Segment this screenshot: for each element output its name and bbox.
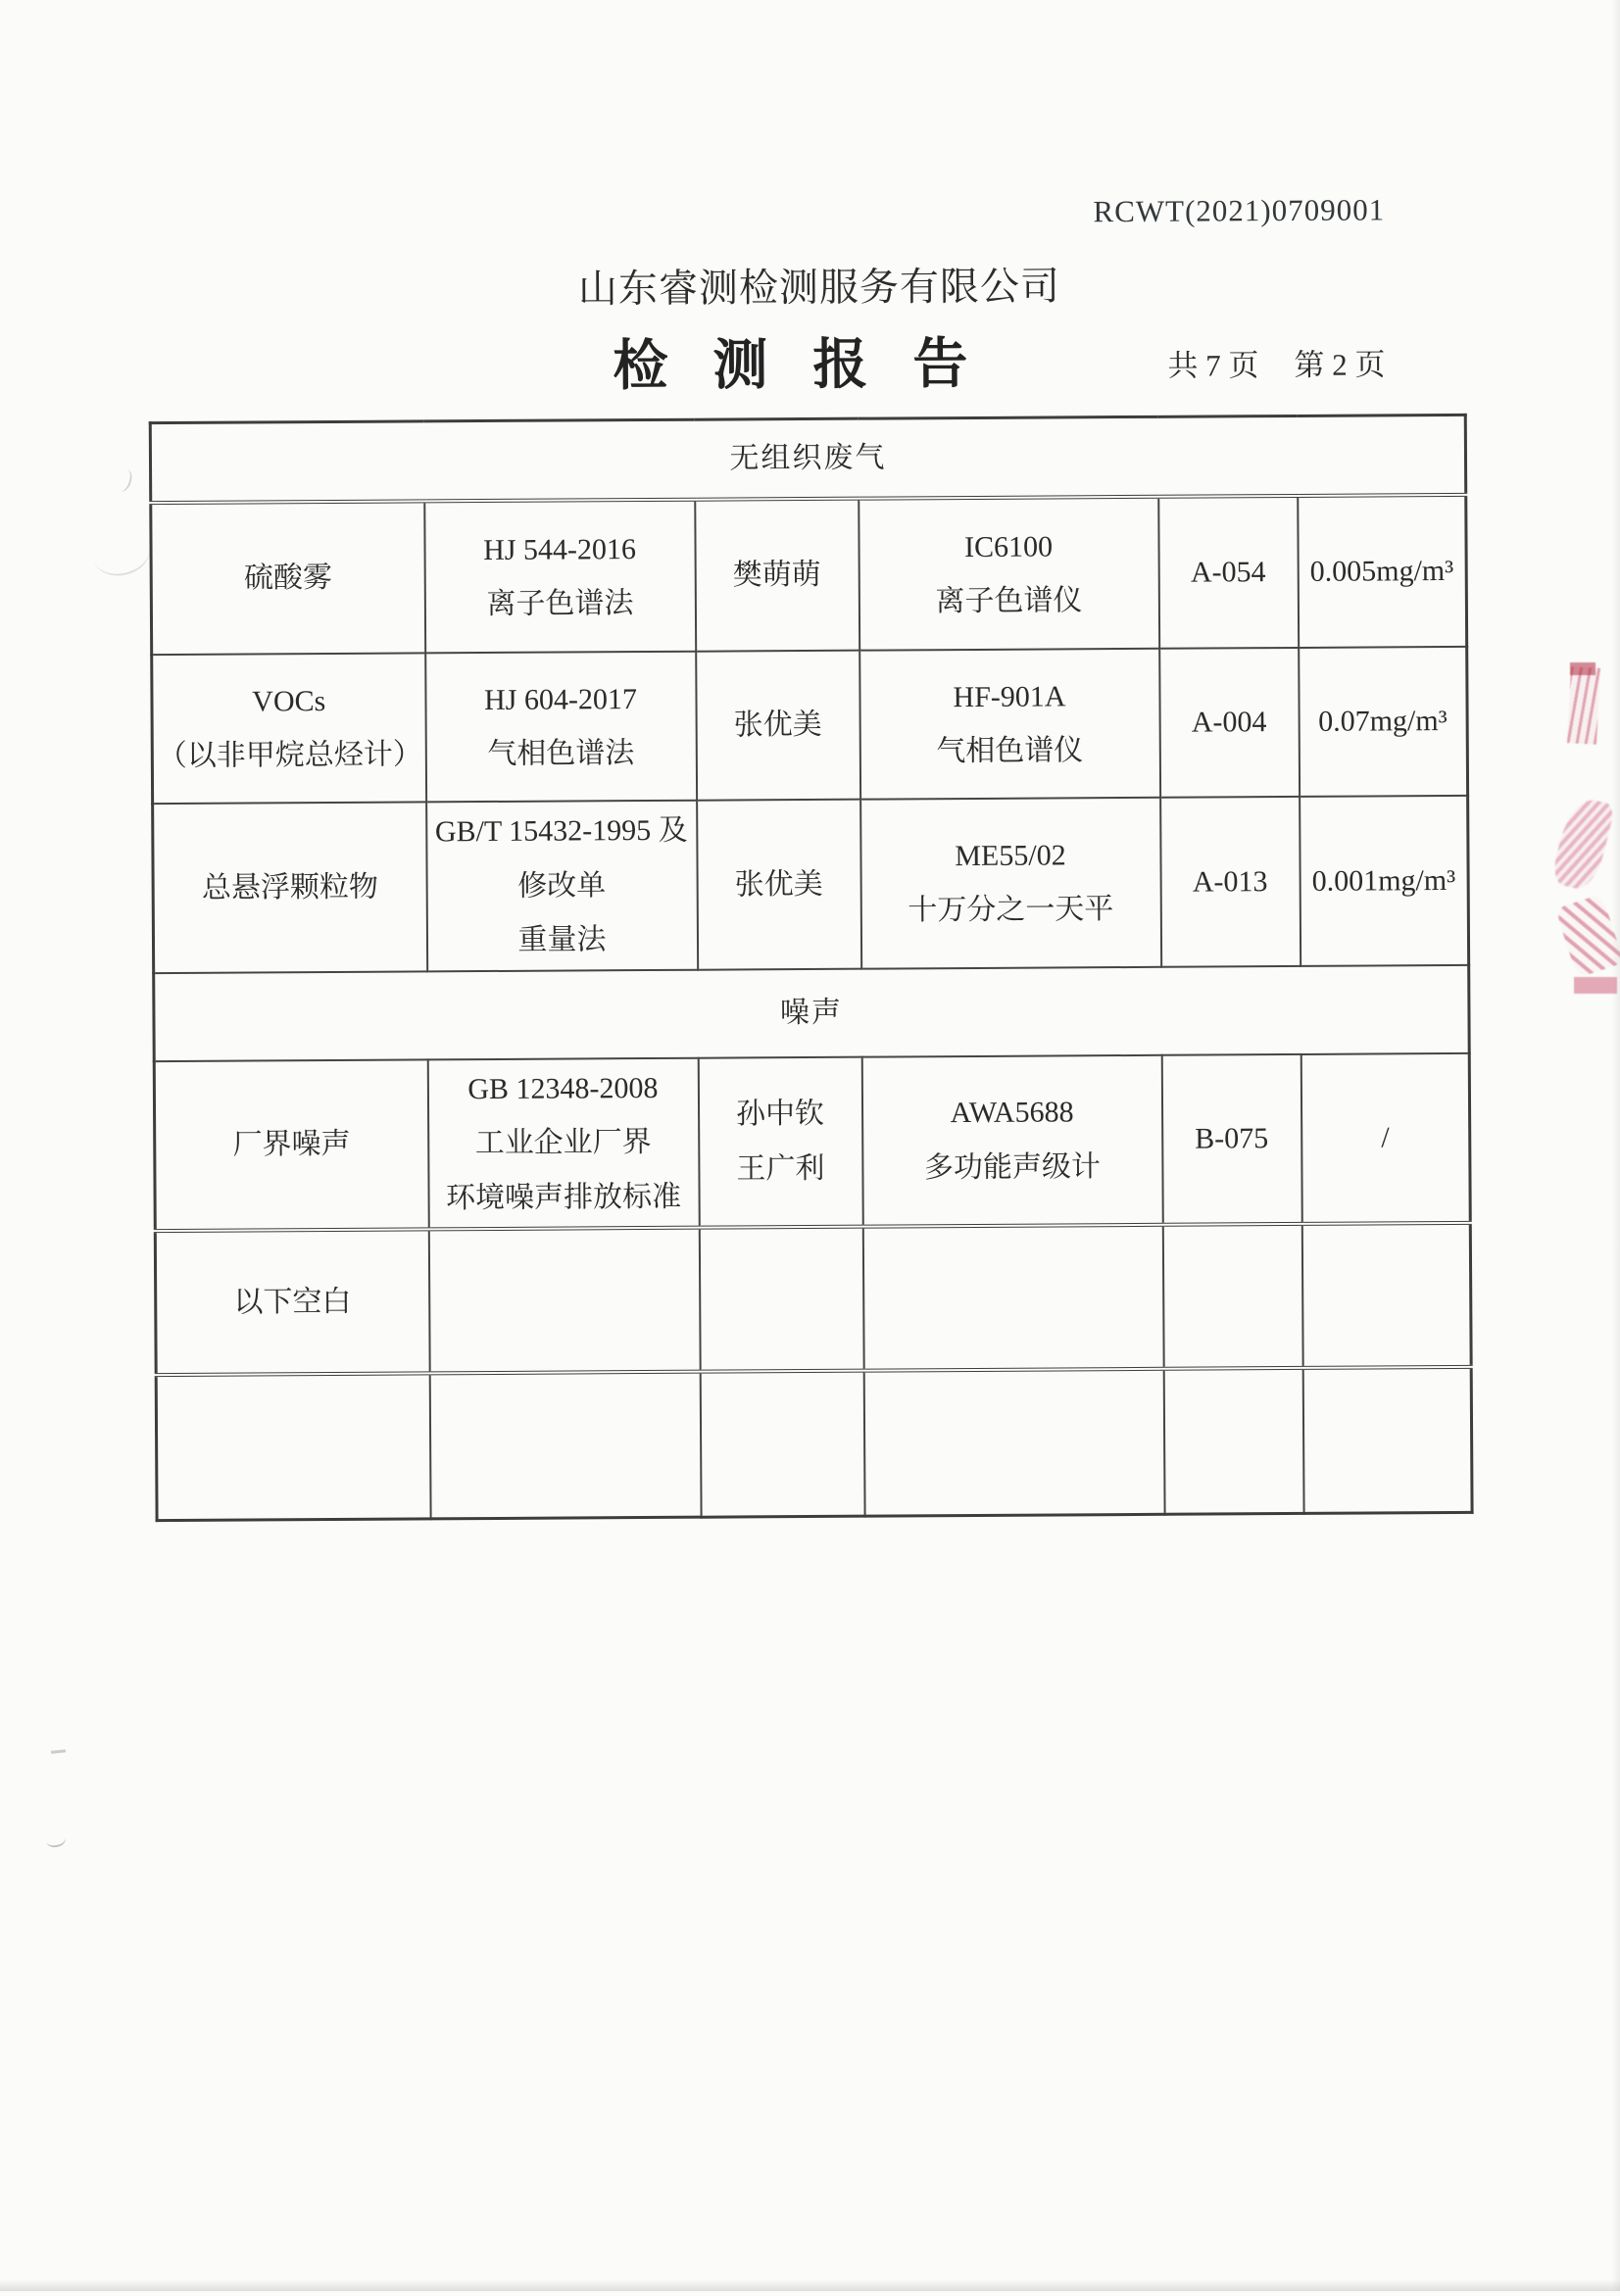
cell-analyst: 孙中钦 王广利 bbox=[698, 1056, 862, 1228]
cell-empty bbox=[429, 1372, 701, 1519]
cell-result: 0.001mg/m³ bbox=[1300, 796, 1469, 966]
cell-empty bbox=[1163, 1368, 1303, 1514]
cell-code: A-013 bbox=[1160, 797, 1301, 966]
cell-code: A-054 bbox=[1158, 496, 1299, 649]
report-number: RCWT(2021)0709001 bbox=[1093, 192, 1386, 229]
cell-instrument: IC6100 离子色谱仪 bbox=[859, 497, 1159, 651]
section-row-gas bbox=[150, 415, 1465, 503]
test-report-table bbox=[149, 414, 1474, 1522]
table-row-vocs bbox=[152, 647, 1468, 804]
cell-empty bbox=[699, 1227, 863, 1372]
cell-empty bbox=[1301, 1223, 1471, 1368]
cell-code: A-004 bbox=[1159, 648, 1300, 798]
cell-empty bbox=[700, 1371, 864, 1518]
cell-empty bbox=[1162, 1224, 1302, 1369]
cell-item: 总悬浮颗粒物 bbox=[153, 802, 427, 972]
table-row-boundary-noise bbox=[154, 1052, 1470, 1231]
cell-analyst: 樊萌萌 bbox=[695, 499, 859, 652]
page-count-total: 共 7 页 bbox=[1167, 348, 1259, 383]
cell-result: / bbox=[1301, 1052, 1470, 1224]
cell-blank-note: 以下空白 bbox=[155, 1229, 429, 1375]
cell-result: 0.07mg/m³ bbox=[1299, 647, 1468, 797]
section-label-noise: 噪声 bbox=[154, 964, 1470, 1060]
scan-edge-shadow bbox=[1612, 0, 1620, 2291]
table-row-sulfuric-mist bbox=[151, 495, 1467, 655]
cell-result: 0.005mg/m³ bbox=[1298, 495, 1467, 648]
cell-instrument: HF-901A 气相色谱仪 bbox=[859, 649, 1160, 800]
cell-empty bbox=[428, 1228, 700, 1374]
cell-instrument: AWA5688 多功能声级计 bbox=[861, 1054, 1162, 1226]
cell-empty bbox=[156, 1373, 430, 1520]
cell-item: 硫酸雾 bbox=[151, 501, 425, 655]
cell-analyst: 张优美 bbox=[697, 800, 861, 970]
cell-empty bbox=[862, 1225, 1163, 1371]
cell-empty bbox=[863, 1369, 1164, 1516]
cell-empty bbox=[1302, 1367, 1472, 1514]
section-row-noise bbox=[154, 964, 1470, 1060]
cell-code: B-075 bbox=[1161, 1053, 1301, 1224]
table-row-empty bbox=[156, 1367, 1472, 1521]
cell-method: GB/T 15432-1995 及 修改单 重量法 bbox=[426, 801, 698, 971]
cell-method: GB 12348-2008 工业企业厂界 环境噪声排放标准 bbox=[427, 1057, 699, 1229]
pagination bbox=[1167, 339, 1461, 385]
report-title: 检 测 报 告 bbox=[613, 333, 984, 398]
cell-method: HJ 604-2017 气相色谱法 bbox=[425, 652, 697, 803]
table-row-tsp bbox=[153, 796, 1469, 973]
cell-instrument: ME55/02 十万分之一天平 bbox=[860, 798, 1161, 968]
scan-edge-shadow bbox=[0, 2279, 1620, 2291]
cell-item: VOCs （以非甲烷总烃计） bbox=[152, 653, 426, 804]
cell-analyst: 张优美 bbox=[696, 651, 860, 801]
table-row-blank-note bbox=[155, 1223, 1471, 1375]
section-label-gas: 无组织废气 bbox=[150, 415, 1465, 503]
company-name: 山东睿测检测服务有限公司 bbox=[577, 264, 1061, 312]
cell-method: HJ 544-2016 离子色谱法 bbox=[424, 500, 696, 654]
page-count-current: 第 2 页 bbox=[1294, 347, 1386, 382]
cell-item: 厂界噪声 bbox=[154, 1059, 428, 1231]
